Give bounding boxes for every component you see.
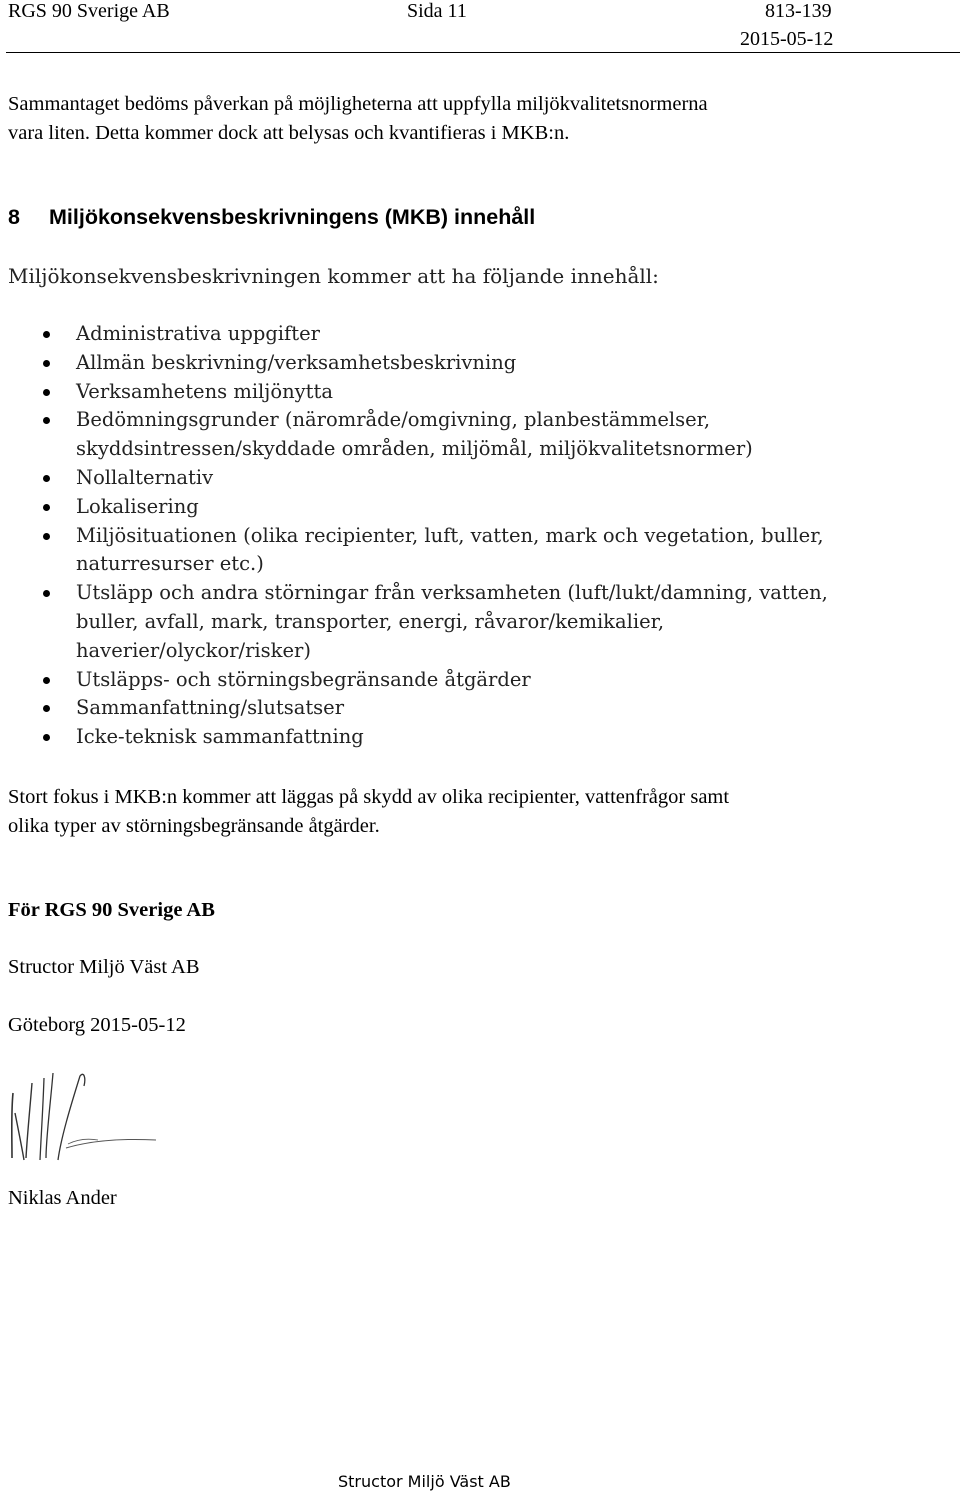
list-item-text: haverier/olyckor/risker) <box>76 638 311 662</box>
section-number: 8 <box>8 205 20 229</box>
list-item <box>0 349 828 378</box>
list-item-text: Allmän beskrivning/verksamhetsbeskrivning <box>76 350 517 374</box>
bullet-icon <box>43 475 50 482</box>
signature-for-line: För RGS 90 Sverige AB <box>8 899 215 921</box>
list-item <box>0 694 828 723</box>
header-page-number: Sida 11 <box>407 0 467 22</box>
summary-line-2: vara liten. Detta kommer dock att belysas och kvantifieras i MKB:n. <box>8 122 570 144</box>
list-item-text: Utsläpps- och störningsbegränsande åtgärder <box>76 667 531 691</box>
list-item-text: skyddsintressen/skyddade områden, miljömål, miljökvalitetsnormer) <box>76 437 753 461</box>
list-item <box>0 378 828 407</box>
list-item-text: Lokalisering <box>76 494 199 518</box>
section-title: Miljökonsekvensbeskrivningens (MKB) innehåll <box>49 205 536 229</box>
bullet-icon <box>43 590 50 597</box>
list-item <box>0 320 828 349</box>
header-date: 2015-05-12 <box>740 28 834 50</box>
focus-paragraph <box>8 783 729 841</box>
list-item-text: Sammanfattning/slutsatser <box>76 696 345 720</box>
list-item-text: Miljösituationen (olika recipienter, luft, vatten, mark och vegetation, buller, <box>76 523 824 547</box>
list-item-text: Administrativa uppgifter <box>76 322 320 345</box>
list-item-text: Utsläpp och andra störningar från verksamheten (luft/lukt/damning, vatten, <box>76 581 828 605</box>
handwritten-signature <box>6 1068 166 1168</box>
list-item <box>0 493 828 522</box>
list-item-text: Icke-teknisk sammanfattning <box>76 725 364 749</box>
list-item <box>0 723 828 752</box>
focus-line-1: Stort fokus i MKB:n kommer att läggas på skydd av olika recipienter, vattenfrågor samt <box>8 786 730 808</box>
focus-line-2: olika typer av störningsbegränsande åtgärder. <box>8 815 380 837</box>
header-doc-number: 813-139 <box>765 0 832 22</box>
section-heading <box>8 205 535 230</box>
list-item-text: Nollalternativ <box>76 465 214 489</box>
list-item-text: Bedömningsgrunder (närområde/omgivning, planbestämmelser, <box>76 408 711 432</box>
bullet-icon <box>43 389 50 396</box>
list-item-text: buller, avfall, mark, transporter, energi, råvaror/kemikalier, <box>76 609 665 633</box>
signature-company: Structor Miljö Väst AB <box>8 956 200 978</box>
list-item-text: naturresurser etc.) <box>76 552 264 576</box>
signatory-name: Niklas Ander <box>8 1187 117 1209</box>
bullet-icon <box>43 417 50 424</box>
list-item <box>0 579 828 665</box>
list-item <box>0 406 828 464</box>
bullet-icon <box>43 360 50 367</box>
content-list <box>0 320 828 752</box>
list-item <box>0 666 828 695</box>
header-company: RGS 90 Sverige AB <box>8 0 170 22</box>
section-intro: Miljökonsekvensbeskrivningen kommer att ha följande innehåll: <box>8 264 659 288</box>
header-divider <box>6 52 960 53</box>
bullet-icon <box>43 331 50 338</box>
list-item-text: Verksamhetens miljönytta <box>76 379 333 403</box>
bullet-icon <box>43 504 50 511</box>
list-item <box>0 522 828 580</box>
bullet-icon <box>43 705 50 712</box>
bullet-icon <box>43 734 50 741</box>
list-item <box>0 464 828 493</box>
summary-line-1: Sammantaget bedöms påverkan på möjligheterna att uppfylla miljökvalitetsnormerna <box>8 93 708 115</box>
summary-paragraph <box>8 90 708 148</box>
signature-place-date: Göteborg 2015-05-12 <box>8 1014 186 1036</box>
bullet-icon <box>43 677 50 684</box>
page-footer: Structor Miljö Väst AB <box>338 1472 511 1491</box>
bullet-icon <box>43 533 50 540</box>
